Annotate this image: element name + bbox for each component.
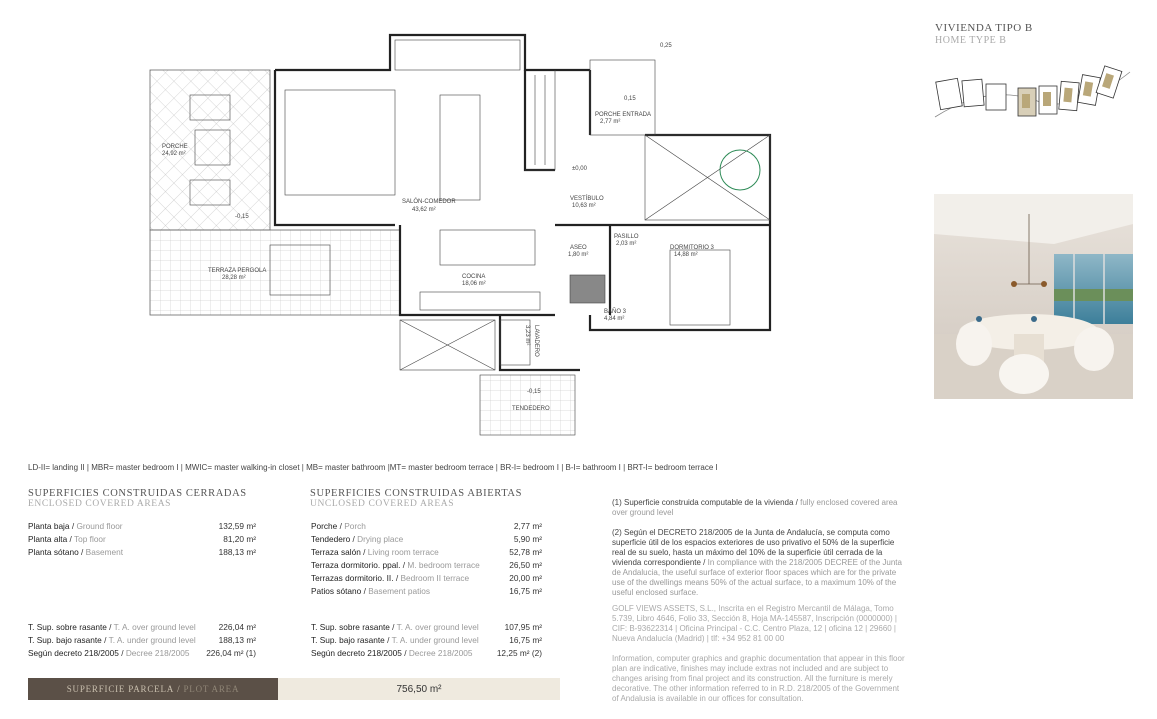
open-row: Terraza dormitorio. ppal. / M. bedroom terrace 26,50 m²	[311, 560, 542, 570]
area-terraza: 28,28 m²	[222, 275, 246, 281]
area-salon: 43,62 m²	[412, 207, 436, 213]
area-pasillo: 2,03 m²	[616, 241, 637, 247]
company-info: GOLF VIEWS ASSETS, S.L., Inscrita en el Registro Mercantil de Málaga, Tomo 5.739, Libro 4646, Folio 33, Sección 8, Hoja MA-145587, Inscripción (0000000) | CIF: B-93622314 | Oficina Principal - C.C. Centro Plaza, 12 | oficina 12 | 29660 | Nueva Andalucía (Madrid) | tlf: +34 952 81 00 00	[612, 604, 897, 643]
open-areas-title: SUPERFICIES CONSTRUIDAS ABIERTAS	[310, 488, 523, 499]
closed-row: Planta alta / Top floor 81,20 m²	[28, 534, 256, 544]
open-row: Porche / Porch 2,77 m²	[311, 521, 542, 531]
label-porche-entrada: PORCHE ENTRADA	[595, 112, 652, 118]
area-cocina: 18,06 m²	[462, 281, 486, 287]
abbreviation-legend: LD-II= landing II | MBR= master bedroom I | MWIC= master walking-in closet | MB= master bathroom |MT= master bedroom terrace | BR-I= bedroom I | B-I= bathroom I | BRT-I= bedroom terrace I	[28, 463, 718, 472]
label-salon: SALÓN-COMEDOR	[402, 199, 456, 205]
label-cocina: COCINA	[462, 274, 486, 280]
home-type-title: VIVIENDA TIPO B	[935, 22, 1033, 34]
floor-plan	[140, 30, 820, 440]
plot-area-label-bar: SUPERFICIE PARCELA / PLOT AREA	[28, 678, 278, 700]
label-tendedero: TENDEDERO	[512, 406, 550, 412]
closed-areas-subtitle: ENCLOSED COVERED AREAS	[28, 499, 172, 509]
label-vestibulo: VESTÍBULO	[570, 196, 604, 202]
open-row: Patios sótano / Basement patios 16,75 m²	[311, 586, 542, 596]
label-dormitorio: DORMITORIO 3	[670, 245, 714, 251]
plot-area-value: 756,50 m²	[278, 678, 560, 700]
tree-icon	[720, 150, 760, 190]
area-dormitorio: 14,88 m²	[674, 252, 698, 258]
label-aseo: ASEO	[570, 245, 587, 251]
note-1: (1) Superficie construida computable de la vivienda / fully enclosed covered area over ground level	[612, 498, 898, 517]
note-2: (2) Según el DECRETO 218/2005 de la Junta de Andalucía, se computa como superficie útil de los espacios exteriores de uso privativo el 50% de la superficie real de su suelo, hasta un máximo del 10% de la superficie útil cerrada de la vivienda correspondiente / In compliance with the 218/2005 DECREE of the Junta de Andalucia, the useful surface of exterior floor spaces which are for the private use of the dwellings means 50% of the actual surface, to a maximum 10% of the useful enclosed surface.	[612, 528, 902, 597]
closed-row: Planta sótano / Basement 188,13 m²	[28, 547, 256, 557]
open-areas-subtitle: UNCLOSED COVERED AREAS	[310, 499, 455, 509]
label-terraza: TERRAZA PERGOLA	[208, 268, 267, 274]
home-type-subtitle: HOME TYPE B	[935, 35, 1007, 46]
label-porche: PORCHE	[162, 144, 188, 150]
area-lavadero: 3,23 m²	[524, 325, 530, 346]
label-lavadero: LAVADERO	[533, 325, 539, 357]
open-row: Terrazas dormitorio. II. / Bedroom II terrace 20,00 m²	[311, 573, 542, 583]
level-mark: ±0,00	[572, 166, 587, 172]
interior-render-image	[934, 194, 1133, 399]
area-vestibulo: 10,63 m²	[572, 203, 596, 209]
open-total-row: T. Sup. bajo rasante / T. A. under ground level 16,75 m²	[311, 635, 542, 645]
closed-total-row: T. Sup. bajo rasante / T. A. under ground level 188,13 m²	[28, 635, 256, 645]
area-bano: 4,84 m²	[604, 316, 625, 322]
disclaimer: Information, computer graphics and graphic documentation that appear in this floor plan are indicative, finishes may include extras not included and are subject to changes arising from final project and its construction. All the furniture is merely decorative. The other information referred to in R.D. 218/2005 of the Government of Andalusia is available in our offices for consultation.	[612, 654, 905, 703]
closed-areas-title: SUPERFICIES CONSTRUIDAS CERRADAS	[28, 488, 247, 499]
closed-total-row: T. Sup. sobre rasante / T. A. over ground level 226,04 m²	[28, 622, 256, 632]
level-mark: 0,15	[624, 96, 636, 102]
level-mark: -0,15	[235, 214, 249, 220]
label-pasillo: PASILLO	[614, 234, 639, 240]
open-row: Terraza salón / Living room terrace 52,78 m²	[311, 547, 542, 557]
area-porche: 24,92 m²	[162, 151, 186, 157]
plot-area-label-es: SUPERFICIE PARCELA	[66, 684, 175, 694]
level-mark: 0,25	[660, 43, 672, 49]
closed-row: Planta baja / Ground floor 132,59 m²	[28, 521, 256, 531]
site-key-map	[930, 62, 1140, 132]
open-total-row: Según decreto 218/2005 / Decree 218/2005 12,25 m² (2)	[311, 648, 542, 658]
closed-total-row: Según decreto 218/2005 / Decree 218/2005 226,04 m² (1)	[28, 648, 256, 658]
area-aseo: 1,80 m²	[568, 252, 589, 258]
area-porche-entrada: 2,77 m²	[600, 119, 621, 125]
level-mark: -0,15	[527, 389, 541, 395]
plot-area-label-en: PLOT AREA	[183, 684, 240, 694]
open-total-row: T. Sup. sobre rasante / T. A. over ground level 107,95 m²	[311, 622, 542, 632]
open-row: Tendedero / Drying place 5,90 m²	[311, 534, 542, 544]
label-bano: BAÑO 3	[604, 309, 627, 315]
